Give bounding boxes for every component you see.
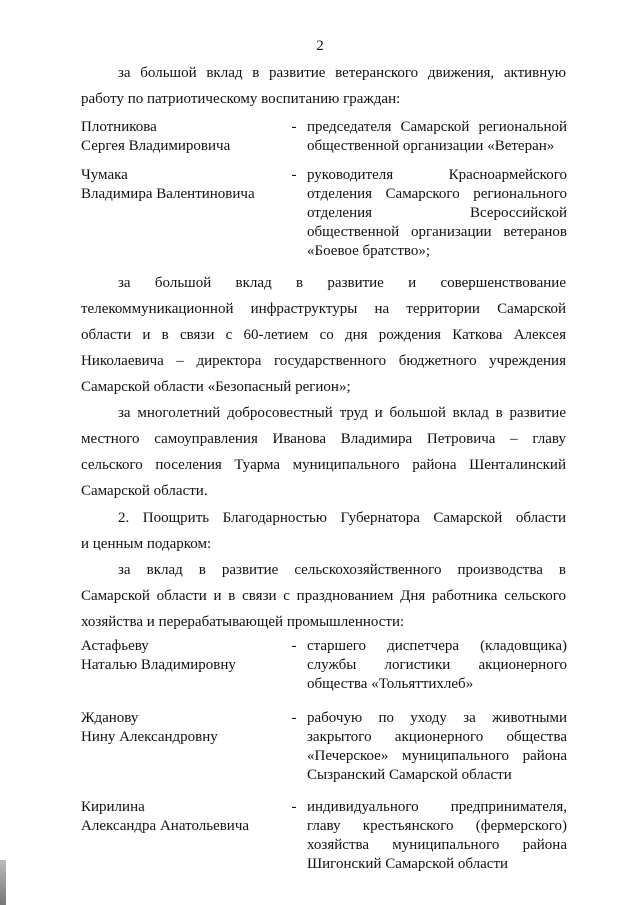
- awardee-name: Астафьеву Наталью Владимировну: [81, 638, 236, 673]
- awardee-name: Чумака Владимира Валентиновича: [81, 167, 255, 202]
- text-line: за большой вклад в развитие ветеранского движения, активную: [118, 65, 566, 81]
- awardee-name: Кирилина Александра Анатольевича: [81, 799, 250, 834]
- awardee-name: Плотникова Сергея Владимировича: [81, 119, 231, 154]
- awardee-description: индивидуального предпринимателя, главу крестьянского (фермерского) хозяйства муниципального района Шигонский Самарской области: [307, 799, 567, 872]
- intro-paragraph: [81, 60, 566, 112]
- ivanov-paragraph: за многолетний добросовестный труд и большой вклад в развитие местного самоуправления Иванова Владимира Петровича – главу сельского поселения Туарма муниципального района Шенталинский Самарской области.: [81, 405, 566, 499]
- section-2-paragraph: 2. Поощрить Благодарностью Губернатора Самарской области и ценным подарком:: [81, 510, 566, 552]
- awardee-description: рабочую по уходу за животными закрытого акционерного общества «Печерское» муниципального района Сызранский Самарской области: [307, 710, 567, 783]
- dash: -: [291, 710, 297, 726]
- dash: -: [291, 119, 297, 135]
- katkov-paragraph: за большой вклад в развитие и совершенствование телекоммуникационной инфраструктуры на территории Самарской области и в связи с 60-летием со дня рождения Каткова Алексея Николаевича – директора государственного бюджетного учреждения Самарской области «Безопасный регион»;: [81, 275, 566, 395]
- dash: -: [291, 799, 297, 815]
- awardee-description: старшего диспетчера (кладовщика) службы логистики акционерного общества «Тольяттихлеб»: [307, 638, 567, 692]
- scan-edge-shadow: [0, 860, 6, 905]
- dash: -: [291, 167, 297, 183]
- page-number: 2: [316, 38, 324, 54]
- awardee-description: руководителя Красноармейского отделения Самарского регионального отделения Всероссийской общественной организации ветеранов «Боевое братство»;: [307, 167, 567, 259]
- agriculture-paragraph: за вклад в развитие сельскохозяйственного производства в Самарской области и в связи с празднованием Дня работника сельского хозяйства и перерабатывающей промышленности:: [81, 562, 566, 630]
- dash: -: [291, 638, 297, 654]
- awardee-name: Жданову Нину Александровну: [81, 710, 218, 745]
- awardee-description: председателя Самарской региональной общественной организации «Ветеран»: [307, 119, 567, 154]
- text-line: работу по патриотическому воспитанию граждан:: [81, 91, 401, 107]
